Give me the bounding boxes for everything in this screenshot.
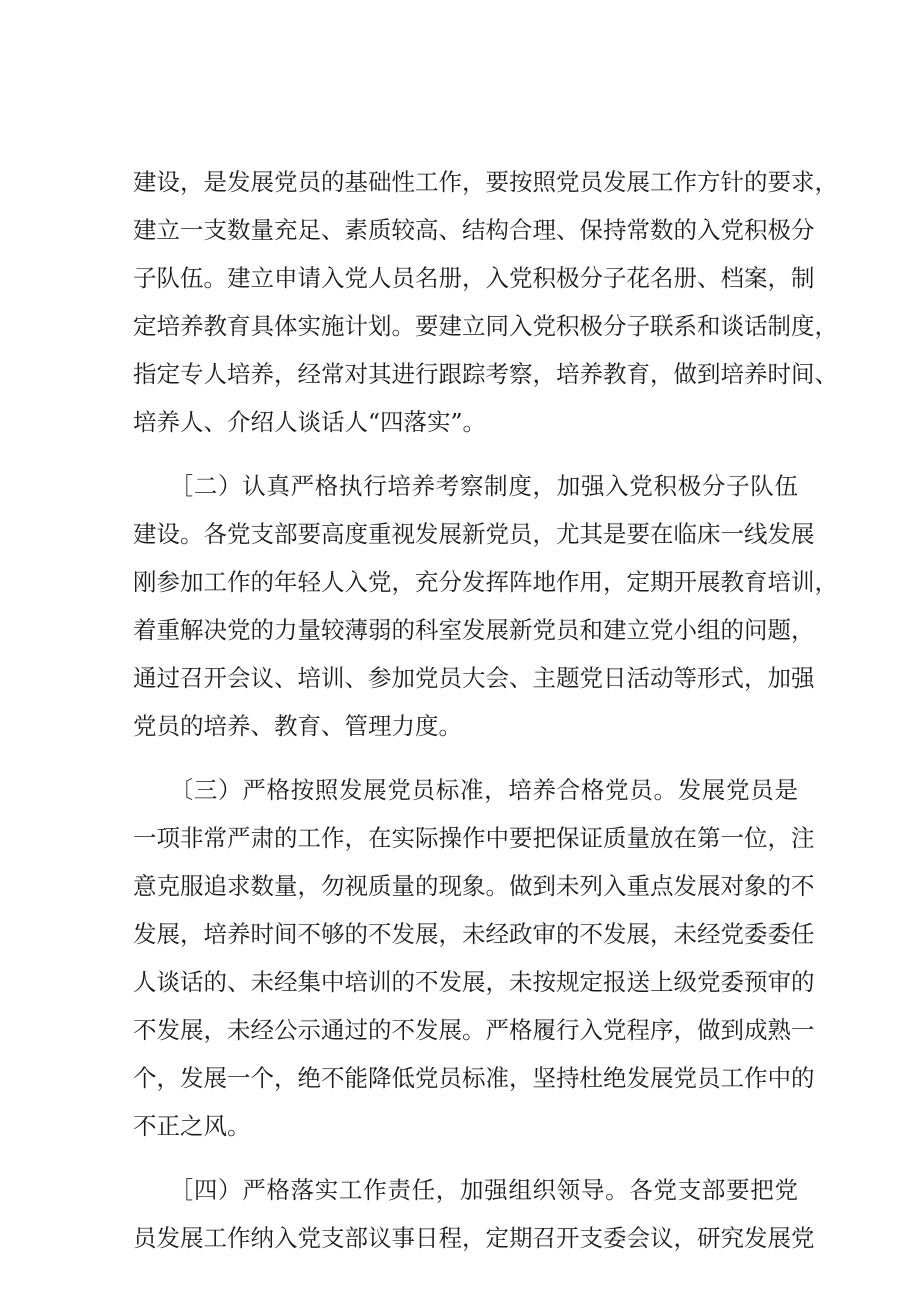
text-line: 意克服追求数量，勿视质量的现象。做到未列入重点发展对象的不 (133, 872, 815, 900)
text-line: 不正之风。 (133, 1112, 251, 1140)
paragraph-4 (133, 1166, 815, 1262)
text-line: 人谈话的、未经集中培训的不发展，未按规定报送上级党委预审的 (133, 968, 815, 996)
text-line: 党员的培养、教育、管理力度。 (133, 712, 462, 740)
text-line: 定培养教育具体实施计划。要建立同入党积极分子联系和谈话制度， (133, 312, 838, 340)
text-line: 子队伍。建立申请入党人员名册，入党积极分子花名册、档案，制 (133, 264, 815, 292)
text-line: 培养人、介绍人谈话人“四落实”。 (133, 408, 487, 436)
text-line: 员发展工作纳入党支部议事日程，定期召开支委会议，研究发展党 (133, 1224, 815, 1252)
document-body (133, 158, 838, 1262)
text-line: ［四）严格落实工作责任，加强组织领导。各党支部要把党 (133, 1176, 798, 1204)
paragraph-2 (133, 462, 838, 750)
text-line: 不发展，未经公示通过的不发展。严格履行入党程序，做到成熟一 (133, 1016, 815, 1044)
text-line: 建设。各党支部要高度重视发展新党员，尤其是要在临床一线发展 (133, 520, 815, 548)
text-line: 发展，培养时间不够的不发展，未经政审的不发展，未经党委委任 (133, 920, 815, 948)
text-line: 着重解决党的力量较薄弱的科室发展新党员和建立党小组的问题， (133, 616, 815, 644)
text-line: 指定专人培养，经常对其进行跟踪考察，培养教育，做到培养时间、 (133, 360, 838, 388)
text-line: 刚参加工作的年轻人入党，充分发挥阵地作用，定期开展教育培训， (133, 568, 838, 596)
text-line: 建设，是发展党员的基础性工作，要按照党员发展工作方针的要求， (133, 168, 838, 196)
text-line: 建立一支数量充足、素质较高、结构合理、保持常数的入党积极分 (133, 216, 815, 244)
paragraph-1 (133, 158, 838, 446)
text-line: 个，发展一个，绝不能降低党员标准，坚持杜绝发展党员工作中的 (133, 1064, 815, 1092)
text-line: ［二）认真严格执行培养考察制度，加强入党积极分子队伍 (133, 472, 798, 500)
paragraph-3 (133, 766, 815, 1150)
text-line: 通过召开会议、培训、参加党员大会、主题党日活动等形式，加强 (133, 664, 815, 692)
text-line: 一项非常严肃的工作，在实际操作中要把保证质量放在第一位，注 (133, 824, 815, 852)
text-line: 〔三）严格按照发展党员标准，培养合格党员。发展党员是 (133, 776, 798, 804)
